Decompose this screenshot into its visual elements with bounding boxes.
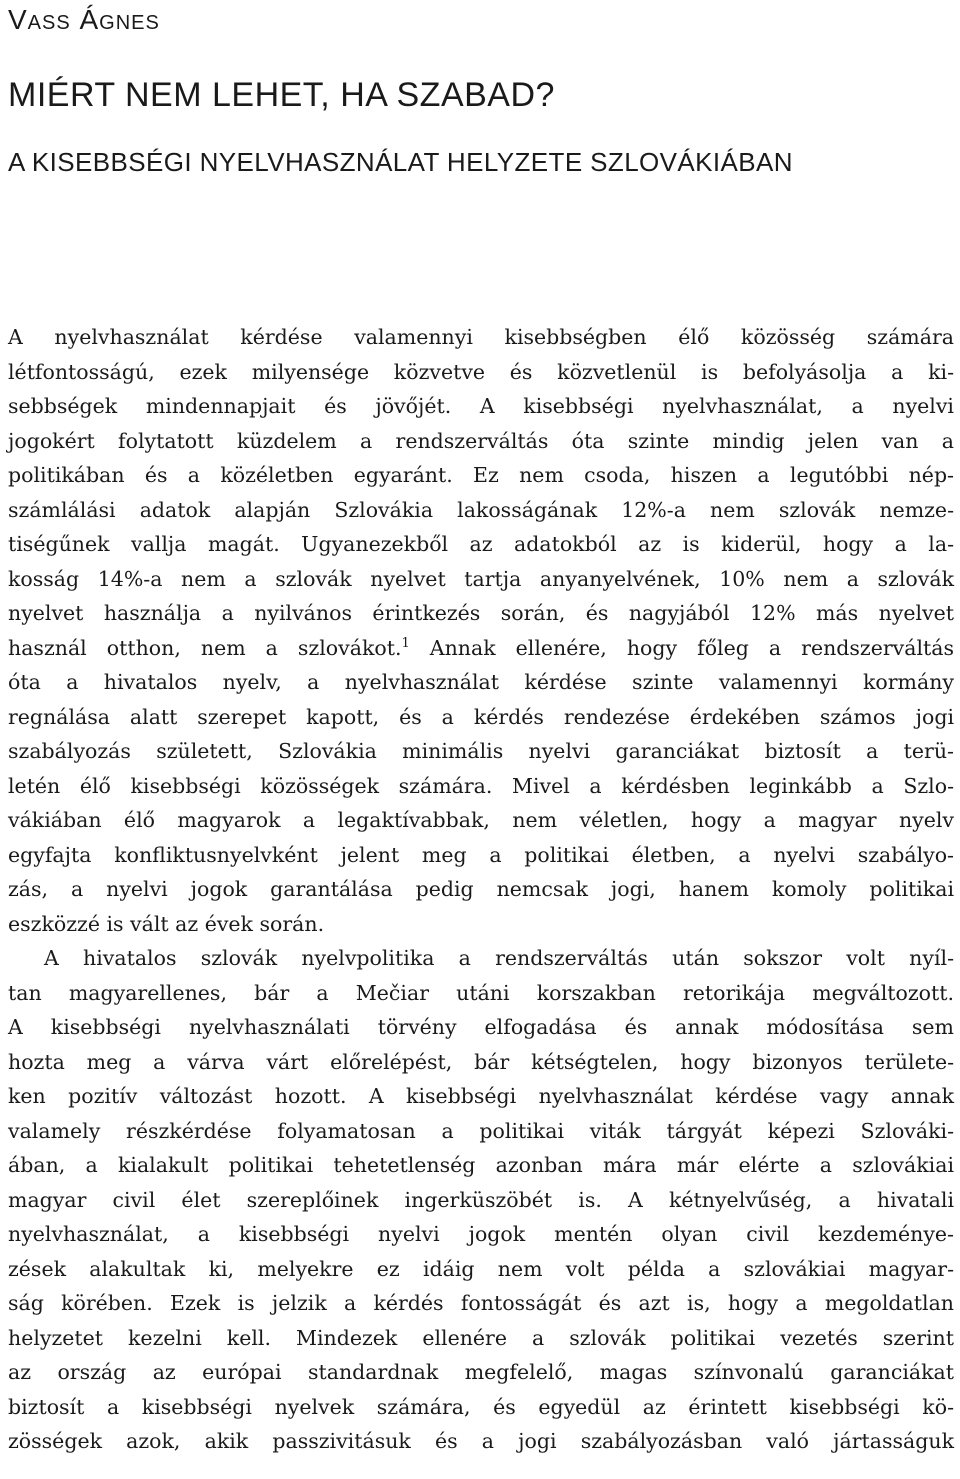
body-line: zések alakultak ki, melyekre ez idáig nem volt példa a szlovákiai magyar- (8, 1256, 954, 1281)
body-line: helyzetet kezelni kell. Mindezek ellenére a szlovák politikai vezetés szerint (8, 1325, 954, 1350)
body-line: ában, a kialakult politikai tehetetlenség azonban mára már elérte a szlovákiai (8, 1153, 954, 1177)
body-line: számlálási adatok alapján Szlovákia lakosságának 12%-a nem szlovák nemze- (8, 497, 954, 522)
article-title: MIÉRT NEM LEHET, HA SZABAD? (8, 76, 555, 114)
footnote-marker[interactable]: 1 (401, 635, 410, 651)
body-line: biztosít a kisebbségi nyelvek számára, és egyedül az érintett kisebbségi kö- (8, 1394, 954, 1419)
body-line: politikában és a közéletben egyaránt. Ez nem csoda, hiszen a legutóbbi nép- (8, 463, 954, 487)
body-line: nyelvet használja a nyilvános érintkezés során, és nagyjából 12% más nyelvet (8, 601, 954, 625)
body-line: vákiában élő magyarok a legaktívabbak, nem véletlen, hogy a magyar nyelv (8, 808, 954, 832)
body-line: kosság 14%-a nem a szlovák nyelvet tartja anyanyelvének, 10% nem a szlovák (8, 566, 954, 591)
body-line: egyfajta konfliktusnyelvként jelent meg a politikai életben, a nyelvi szabályo- (8, 842, 954, 867)
body-line: A kisebbségi nyelvhasználati törvény elfogadása és annak módosítása sem (8, 1015, 954, 1039)
body-line: létfontosságú, ezek milyensége közvetve és közvetlenül is befolyásolja a ki- (8, 359, 954, 384)
body-line: nyelvhasználat, a kisebbségi nyelvi jogok mentén olyan civil kezdeménye- (8, 1222, 954, 1246)
body-line: letén élő kisebbségi közösségek számára. Mivel a kérdésben leginkább a Szlo- (8, 773, 954, 798)
body-line: ság körében. Ezek is jelzik a kérdés fontosságát és azt is, hogy a megoldatlan (8, 1291, 954, 1315)
body-line: zösségek azok, akik passzivitásuk és a jogi szabályozásban való jártasságuk (8, 1429, 954, 1453)
body-line: eszközzé is vált az évek során. (8, 911, 325, 936)
body-line: sebbségek mindennapjait és jövőjét. A kisebbségi nyelvhasználat, a nyelvi (8, 394, 954, 418)
body-line: A hivatalos szlovák nyelvpolitika a rendszerváltás után sokszor volt nyíl- (44, 946, 954, 970)
body-line: magyar civil élet szereplőinek ingerküszöbét is. A kétnyelvűség, a hivatali (8, 1187, 954, 1212)
body-text-segment: Annak ellenére, hogy főleg a rendszerváltás (409, 635, 954, 660)
body-line: A nyelvhasználat kérdése valamennyi kisebbségben élő közösség számára (8, 325, 954, 349)
body-line: hozta meg a várva várt előrelépést, bár kétségtelen, hogy bizonyos területe- (8, 1049, 954, 1074)
body-line: zás, a nyelvi jogok garantálása pedig nemcsak jogi, hanem komoly politikai (8, 877, 954, 901)
body-line: az ország az európai standardnak megfelelő, magas színvonalú garanciákat (8, 1360, 954, 1384)
body-line: tan magyarellenes, bár a Mečiar utáni korszakban retorikája megváltozott. (8, 980, 954, 1005)
body-line-with-footnote (8, 631, 954, 666)
body-text-segment: használ otthon, nem a szlovákot. (8, 635, 402, 660)
article-subtitle: A KISEBBSÉGI NYELVHASZNÁLAT HELYZETE SZLOVÁKIÁBAN (8, 147, 793, 177)
body-line: ken pozitív változást hozott. A kisebbségi nyelvhasználat kérdése vagy annak (8, 1084, 954, 1108)
body-line: óta a hivatalos nyelv, a nyelvhasználat kérdése szinte valamennyi kormány (8, 670, 954, 694)
body-line: valamely részkérdése folyamatosan a politikai viták tárgyát képezi Szlováki- (8, 1118, 954, 1143)
body-line: szabályozás született, Szlovákia minimális nyelvi garanciákat biztosít a terü- (8, 739, 954, 763)
body-line: jogokért folytatott küzdelem a rendszerváltás óta szinte mindig jelen van a (8, 428, 954, 453)
body-line: regnálása alatt szerepet kapott, és a kérdés rendezése érdekében számos jogi (8, 704, 954, 729)
author-name: Vass Ágnes (8, 4, 160, 35)
body-line: tiségűnek vallja magát. Ugyanezekből az adatokból az is kiderül, hogy a la- (8, 532, 954, 556)
article-body (8, 320, 954, 1459)
